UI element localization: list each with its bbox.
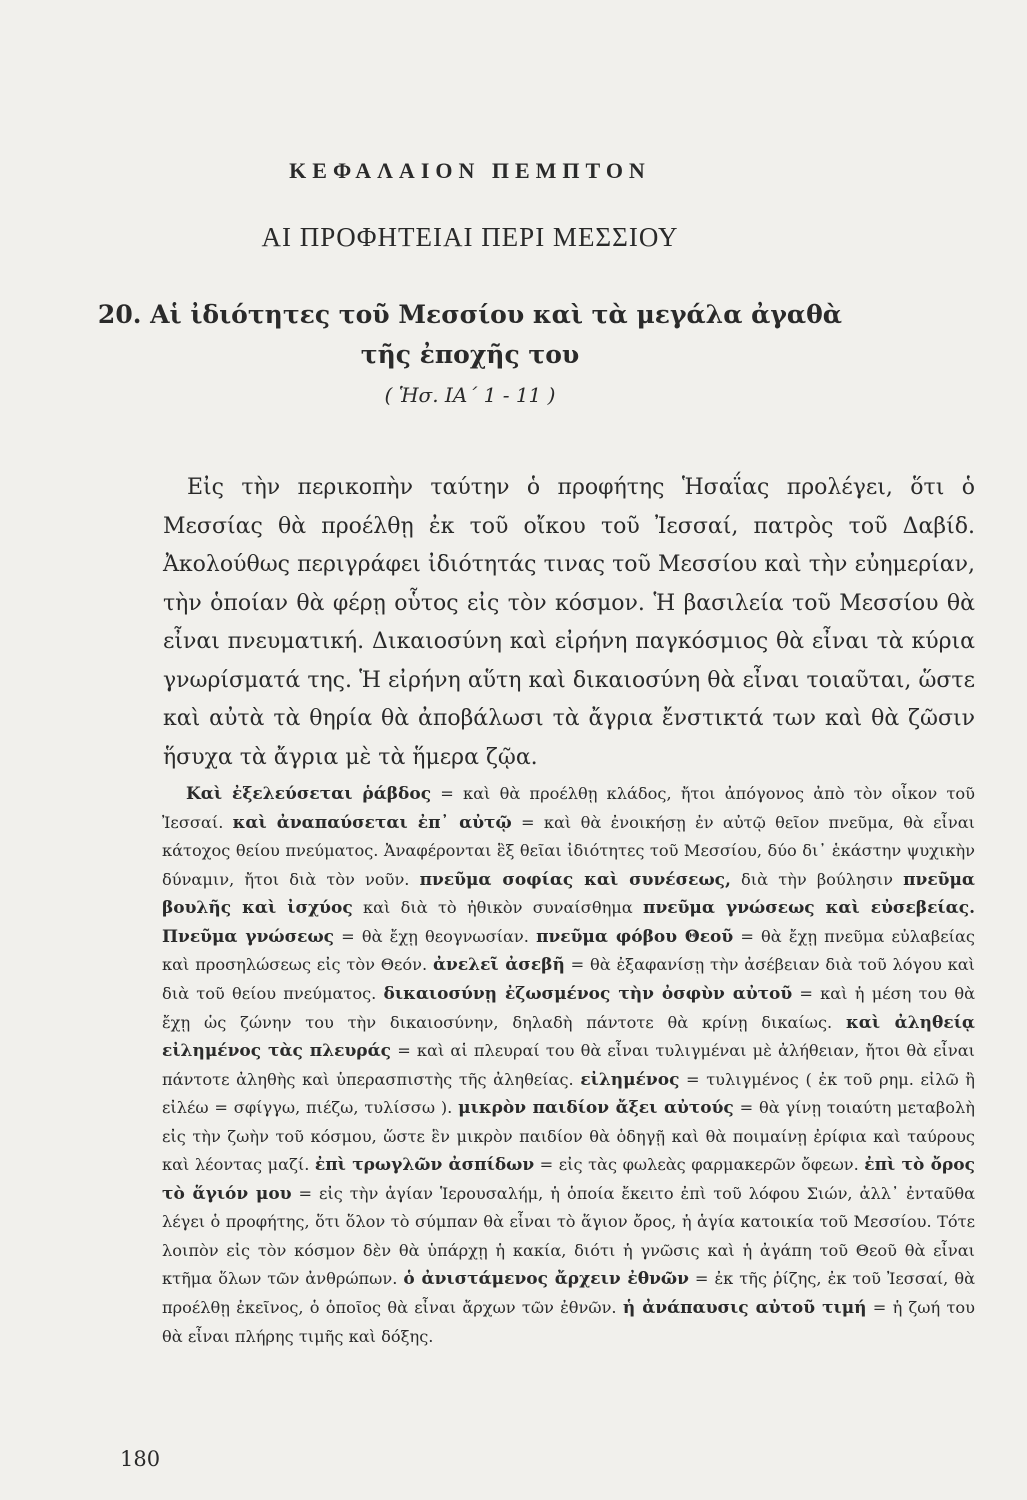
lemma-term: ἀνελεῖ ἀσεβῆ <box>432 955 565 976</box>
gloss-text: = καὶ αἱ πλευραί του θὰ εἶναι τυλιγμέναι μὲ ἀλήθειαν, ἤτοι θὰ εἶναι πάντοτε ἀληθὴς καὶ ὑπερασπιστὴς τῆς ἀληθείας. <box>162 1041 975 1089</box>
lemma-term: ἐπὶ τρωγλῶν ἀσπίδων <box>314 1155 535 1176</box>
lemma-term: καὶ ἀληθείᾳ εἰλημένος τὰς πλευράς <box>162 1012 976 1062</box>
gloss-text: = καὶ θὰ ἐνοικήσῃ ἐν αὐτῷ θεῖον πνεῦμα, θὰ εἶναι κάτοχος θείου πνεύματος. Ἀναφέρονται ἓξ θεῖαι ἰδιότητες τοῦ Μεσσίου, δύο δι᾽ ἑκάστην ψυχικὴν δύναμιν, ἤτοι διὰ τὸν νοῦν. <box>162 812 975 889</box>
lemma-term: εἰλημένος <box>580 1069 680 1090</box>
gloss-text: = καὶ θὰ προέλθῃ κλάδος, ἤτοι ἀπόγονος ἀπὸ τὸν οἶκον τοῦ Ἰεσσαί. <box>162 784 975 832</box>
section-heading-line-1: 20. Αἱ ἰδιότητες τοῦ Μεσσίου καὶ τὰ μεγάλα ἀγαθὰ <box>97 300 843 329</box>
chapter-title: ΚΕΦΑΛΑΙΟΝ ΠΕΜΠΤΟΝ <box>289 158 651 183</box>
section-heading <box>0 295 940 375</box>
gloss-text: καὶ διὰ τὸ ἠθικὸν συναίσθημα <box>352 898 644 918</box>
page-number: 180 <box>120 1447 161 1471</box>
gloss-text: = καὶ ἡ μέση του θὰ ἔχῃ ὡς ζώνην του τὴν δικαιοσύνην, δηλαδὴ πάντοτε θὰ κρίνῃ δικαίως. <box>162 984 975 1032</box>
lemma-term: ὁ ἀνιστάμενος ἄρχειν ἐθνῶν <box>403 1269 689 1290</box>
gloss-text: = τυλιγμένος ( ἐκ τοῦ ρημ. εἰλῶ ἢ εἰλέω = σφίγγω, πιέζω, τυλίσσω ). <box>162 1069 975 1118</box>
lemma-term: ἡ ἀνάπαυσις αὐτοῦ τιμή <box>622 1298 867 1319</box>
commentary-notes <box>162 780 975 1351</box>
gloss-text: = θὰ ἔχῃ πνεῦμα εὐλαβείας καὶ προσηλώσεως εἰς τὸν Θεόν. <box>162 926 975 975</box>
gloss-text: = εἰς τὰς φωλεὰς φαρμακερῶν ὄφεων. <box>534 1155 865 1175</box>
scripture-reference: ( Ἡσ. ΙΑ΄ 1 - 11 ) <box>384 383 556 407</box>
lemma-term: πνεῦμα γνώσεως καὶ εὐσεβείας. Πνεῦμα γνώσεως <box>162 898 975 947</box>
gloss-text: = ἡ ζωή του θὰ εἶναι πλήρης τιμῆς καὶ δόξης. <box>162 1298 975 1346</box>
chapter-subtitle: ΑΙ ΠΡΟΦΗΤΕΙΑΙ ΠΕΡΙ ΜΕΣΣΙΟΥ <box>261 222 679 252</box>
lemma-term: Καὶ ἐξελεύσεται ῥάβδος <box>186 784 432 805</box>
intro-paragraph: Εἰς τὴν περικοπὴν ταύτην ὁ προφήτης Ἡσαΐας προλέγει, ὅτι ὁ Μεσσίας θὰ προέλθῃ ἐκ τοῦ οἴκου τοῦ Ἰεσσαί, πατρὸς τοῦ Δαβίδ. Ἀκολούθως περιγράφει ἰδιότητάς τινας τοῦ Μεσσίου καὶ τὴν εὐημερίαν, τὴν ὁποίαν θὰ φέρῃ οὗτος εἰς τὸν κόσμον. Ἡ βασιλεία τοῦ Μεσσίου θὰ εἶναι πνευματική. Δικαιοσύνη καὶ εἰρήνη παγκόσμιος θὰ εἶναι τὰ κύρια γνωρίσματά της. Ἡ εἰρήνη αὕτη καὶ δικαιοσύνη θὰ εἶναι τοιαῦται, ὥστε καὶ αὐτὰ τὰ θηρία θὰ ἀποβάλωσι τὰ ἄγρια ἔνστικτά των καὶ θὰ ζῶσιν ἥσυχα τὰ ἄγρια μὲ τὰ ἥμερα ζῷα. <box>163 475 975 770</box>
lemma-term: ἐπὶ τὸ ὄρος τὸ ἅγιόν μου <box>162 1155 975 1204</box>
lemma-term: μικρὸν παιδίον ἄξει αὐτούς <box>458 1098 734 1119</box>
gloss-text: = θὰ ἐξαφανίσῃ τὴν ἀσέβειαν διὰ τοῦ λόγου καὶ διὰ τοῦ θείου πνεύματος. <box>162 955 975 1004</box>
lemma-term: δικαιοσύνῃ ἐζωσμένος τὴν ὀσφὺν αὐτοῦ <box>383 984 793 1005</box>
lemma-term: πνεῦμα φόβου Θεοῦ <box>536 926 734 947</box>
lemma-term: καὶ ἀναπαύσεται ἐπ᾽ αὐτῷ <box>232 812 512 833</box>
section-heading-line-2: τῆς ἐποχῆς του <box>360 340 580 369</box>
gloss-text: διὰ τὴν βούλησιν <box>730 869 904 889</box>
gloss-text: = θὰ γίνῃ τοιαύτη μεταβολὴ εἰς τὴν ζωὴν τοῦ κόσμου, ὥστε ἓν μικρὸν παιδίον θὰ ὁδηγῇ καὶ θὰ ποιμαίνῃ ἐρίφια καὶ ταύρους καὶ λέοντας μαζί. <box>162 1098 975 1175</box>
gloss-text: = ἐκ τῆς ῥίζης, ἐκ τοῦ Ἰεσσαί, θὰ προέλθῃ ἐκεῖνος, ὁ ὁποῖος θὰ εἶναι ἄρχων τῶν ἐθνῶν. <box>162 1269 976 1318</box>
lemma-term: πνεῦμα σοφίας καὶ συνέσεως, <box>419 869 731 890</box>
lemma-term: πνεῦμα βουλῆς καὶ ἰσχύος <box>162 869 975 919</box>
gloss-text: = εἰς τὴν ἁγίαν Ἱερουσαλήμ, ἡ ὁποία ἔκειτο ἐπὶ τοῦ λόφου Σιών, ἀλλ᾽ ἐνταῦθα λέγει ὁ προφήτης, ὅτι ὅλον τὸ σύμπαν θὰ εἶναι τὸ ἅγιον ὄρος, ἡ ἁγία κατοικία τοῦ Μεσσίου. Τότε λοιπὸν εἰς τὸν κόσμον δὲν θὰ ὑπάρχῃ ἡ κακία, διότι ἡ γνῶσις καὶ ἡ ἀγάπη τοῦ Θεοῦ θὰ εἶναι κτῆμα ὅλων τῶν ἀνθρώπων. <box>162 1183 975 1289</box>
gloss-text: = θὰ ἔχῃ θεογνωσίαν. <box>334 926 537 946</box>
